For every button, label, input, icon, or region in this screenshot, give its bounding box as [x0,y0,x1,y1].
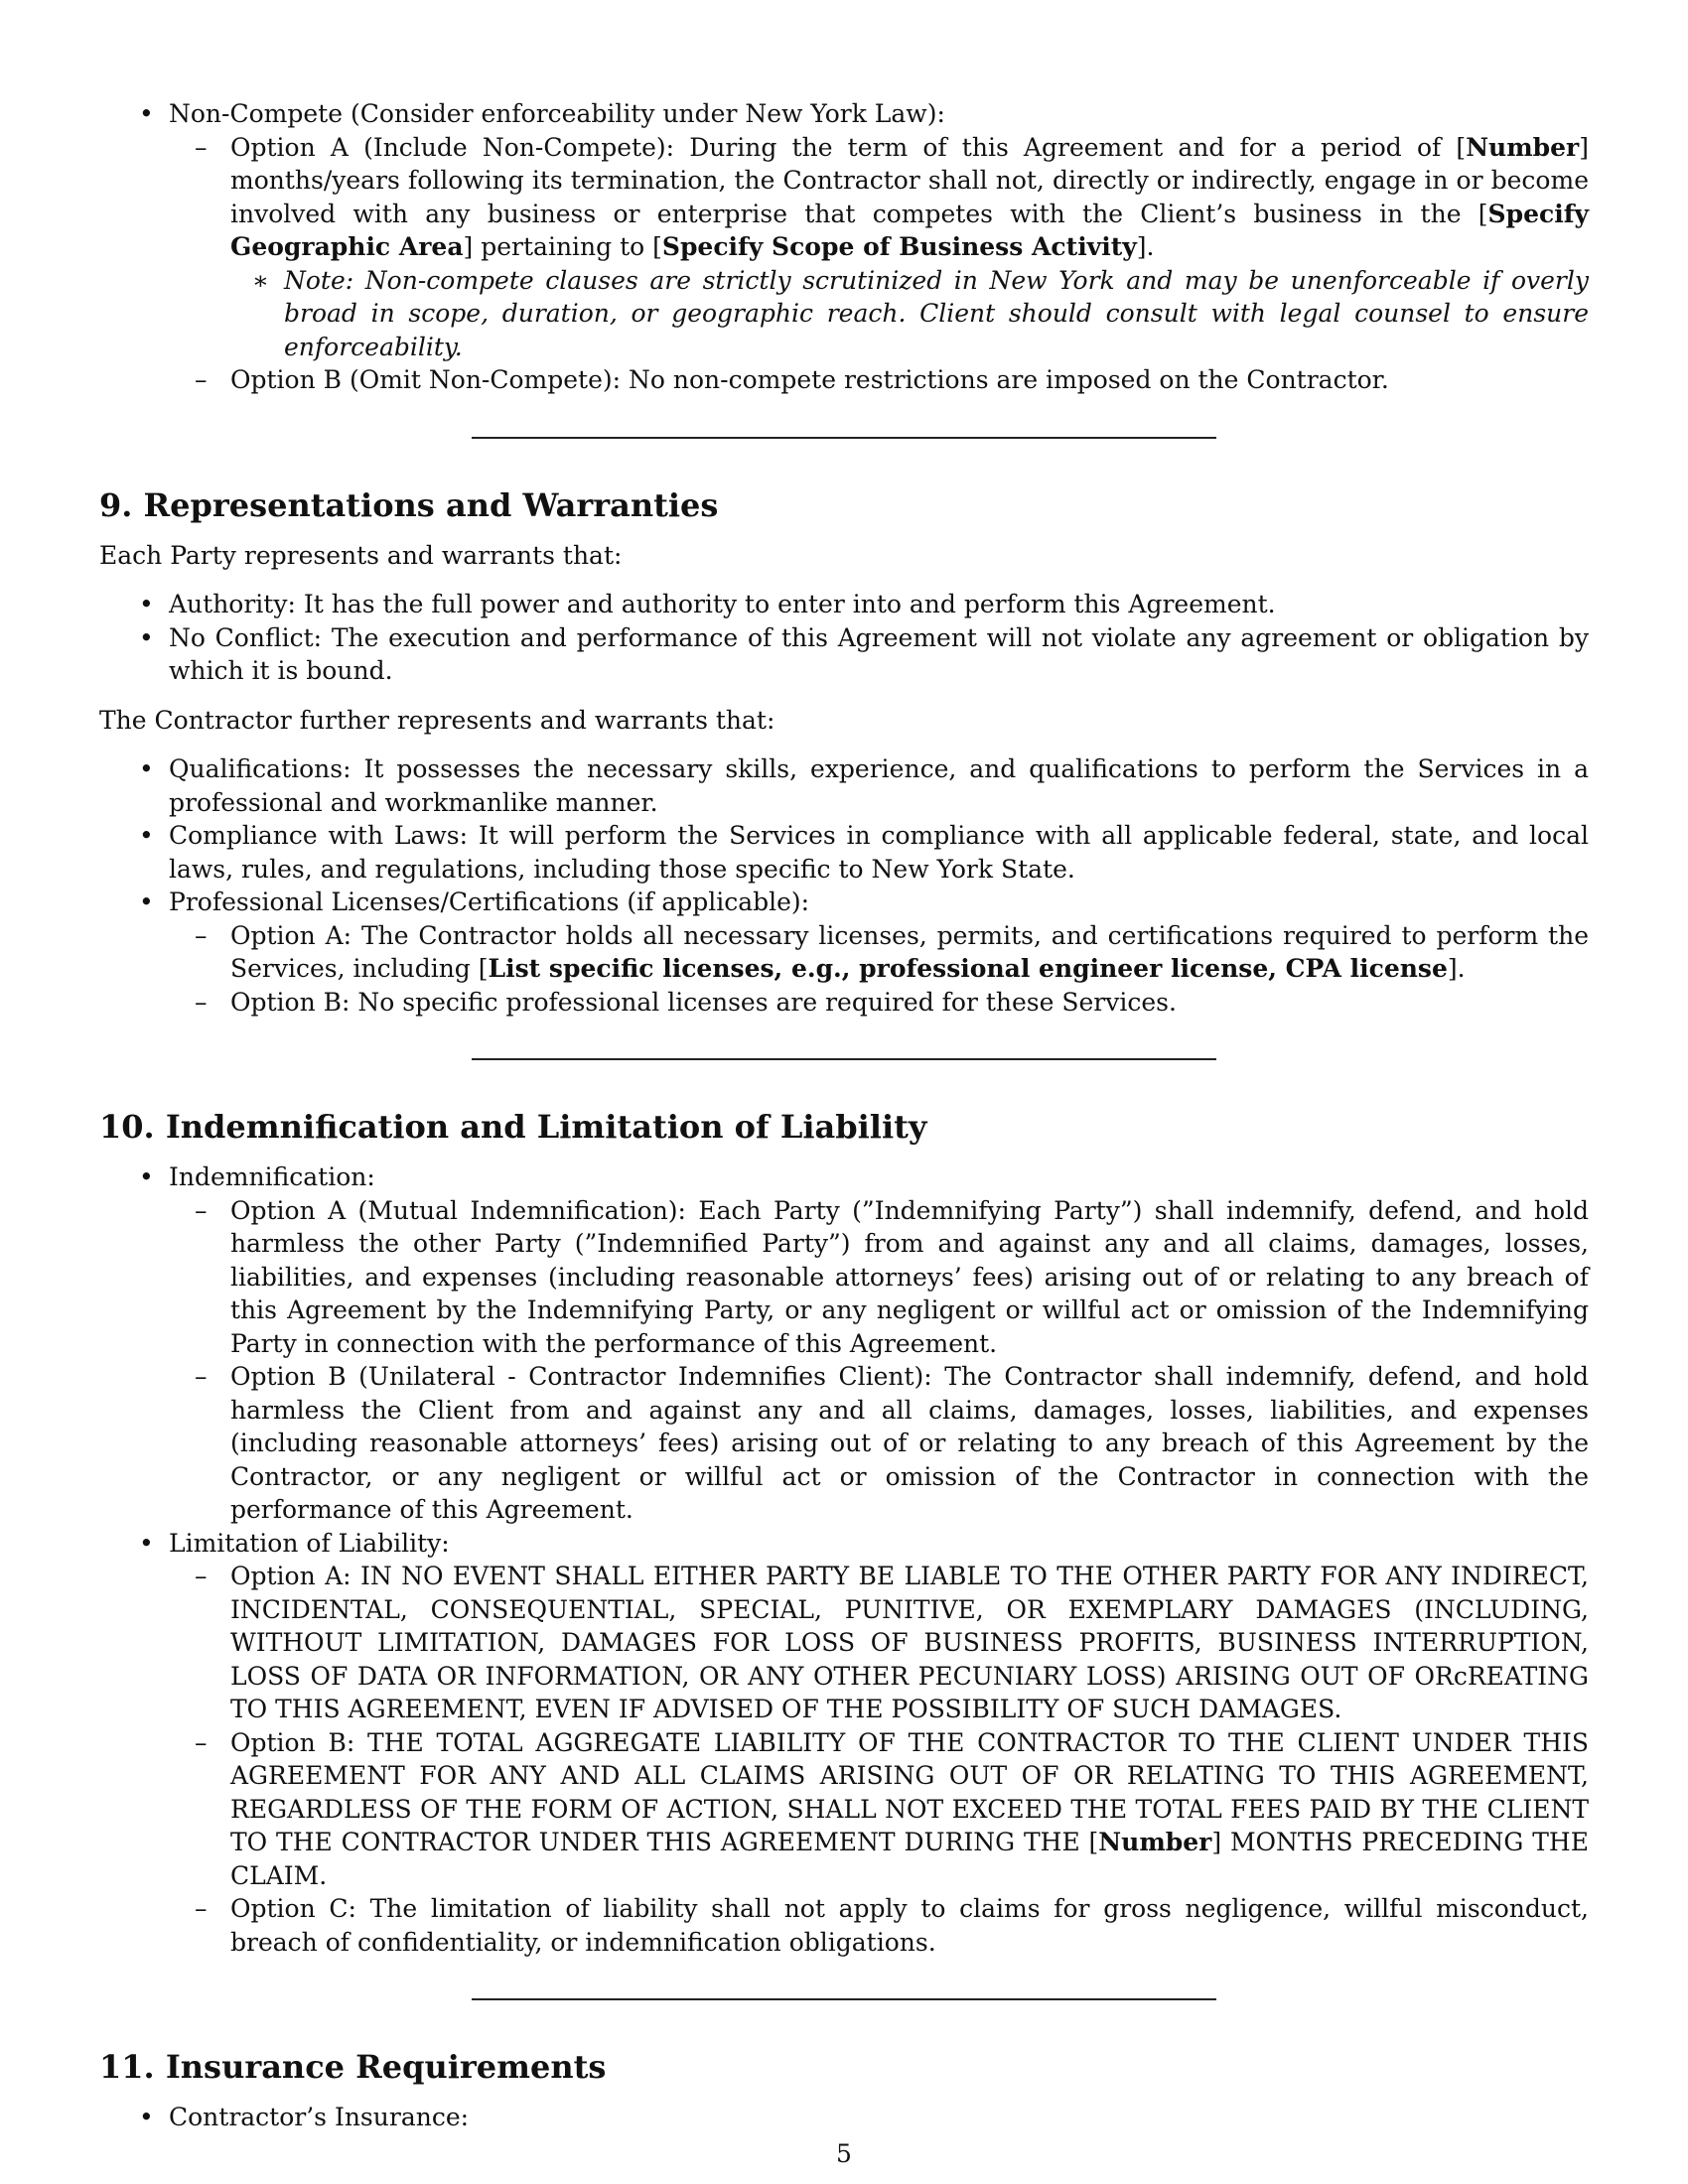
indemnification-label: Indemnification: [169,1162,375,1191]
section-9-list [99,588,1589,688]
section-10-heading: 10. Indemnification and Limitation of Liability [99,1108,927,1146]
option-a-text: ]. [1136,232,1155,261]
indemnification-option-b: – Option B (Unilateral - Contractor Indemnifies Client): The Contractor shall indemnify, defend, and hold harmless the Client from and against any and all claims, damages, losses, liabilities, and expenses (including reasonable attorneys’ fees) arising out of or relating to any breach of this Agreement by the Contractor, or any negligent or willful act or omission of the Contractor in connection with the performance of this Agreement. [169,1360,1589,1527]
licenses-item [99,886,1589,1019]
noncompete-item [99,97,1589,397]
option-a-text: Option A: The Contractor holds all necessary licenses, permits, and certifications required to perform the Services, including [ [230,920,1589,983]
licenses-label: Professional Licenses/Certifications (if applicable): [169,887,810,916]
section-10-list [99,1160,1589,1959]
limitation-item [99,1527,1589,1960]
section-divider [472,1058,1216,1060]
option-a-text: ]. [1447,954,1466,983]
licenses-option-a [169,919,1589,986]
indemnification-option-a: – Option A (Mutual Indemnification): Each Party (”Indemnifying Party”) shall indemnify, defend, and hold harmless the other Party (”Indemnified Party”) from and against any and all claims, damages, losses, liabilities, and expenses (including reasonable attorneys’ fees) arising out of or relating to any breach of this Agreement by the Indemnifying Party, or any negligent or willful act or omission of the Indemnifying Party in connection with the performance of this Agreement. [169,1194,1589,1361]
noncompete-list [99,97,1589,397]
option-a-text: Option A (Include Non-Compete): During the term of this Agreement and for a period of [ [230,132,1467,162]
noncompete-note-list [230,264,1589,364]
limitation-option-b [169,1726,1589,1893]
list-item: • Authority: It has the full power and authority to enter into and perform this Agreement. [99,588,1589,621]
section-9-intro-2: The Contractor further represents and warrants that: [99,705,775,735]
option-a-text: ] pertaining to [ [463,232,662,261]
section-9-intro: Each Party represents and warrants that: [99,540,623,570]
limitation-options [169,1560,1589,1959]
option-b-text: Option B: THE TOTAL AGGREGATE LIABILITY OF THE CONTRACTOR TO THE CLIENT UNDER THIS AGREEMENT FOR ANY AND ALL CLAIMS ARISING OUT OF OR RELATING TO THIS AGREEMENT, REGARDLESS OF THE FORM OF ACTION, SHALL NOT EXCEED THE TOTAL FEES PAID BY THE CLIENT TO THE CONTRACTOR UNDER THIS AGREEMENT DURING THE [ [230,1727,1589,1856]
list-item: • Compliance with Laws: It will perform the Services in compliance with all applicable federal, state, and local laws, rules, and regulations, including those specific to New York State. [99,819,1589,886]
document-page [99,97,1589,2134]
section-divider [472,437,1216,439]
indemnification-options [169,1194,1589,1527]
indemnification-item [99,1160,1589,1527]
licenses-option-b: – Option B: No specific professional licenses are required for these Services. [169,986,1589,1020]
noncompete-options [169,131,1589,397]
placeholder-licenses: List specific licenses, e.g., professional engineer license, CPA license [488,954,1448,983]
noncompete-option-a [169,131,1589,364]
placeholder-scope: Specify Scope of Business Activity [661,232,1137,261]
section-9-heading: 9. Representations and Warranties [99,485,719,524]
placeholder-geographic-area: Specify Geographic Area [230,199,1589,261]
section-11-list [99,2101,1589,2134]
limitation-option-a: – Option A: IN NO EVENT SHALL EITHER PARTY BE LIABLE TO THE OTHER PARTY FOR ANY INDIRECT, INCIDENTAL, CONSEQUENTIAL, SPECIAL, PUNITIVE, OR EXEMPLARY DAMAGES (INCLUDING, WITHOUT LIMITATION, DAMAGES FOR LOSS OF BUSINESS PROFITS, BUSINESS INTERRUPTION, LOSS OF DATA OR INFORMATION, OR ANY OTHER PECUNIARY LOSS) ARISING OUT OF ORcREATING TO THIS AGREEMENT, EVEN IF ADVISED OF THE POSSIBILITY OF SUCH DAMAGES. [169,1560,1589,1726]
limitation-option-c: – Option C: The limitation of liability shall not apply to claims for gross negligence, willful misconduct, breach of confidentiality, or indemnification obligations. [169,1892,1589,1959]
noncompete-label: Non-Compete (Consider enforceability under New York Law): [169,99,945,128]
list-item: • Qualifications: It possesses the necessary skills, experience, and qualifications to perform the Services in a professional and workmanlike manner. [99,752,1589,819]
section-9-list-2 [99,752,1589,1019]
placeholder-number: Number [1098,1828,1212,1856]
noncompete-option-b: – Option B (Omit Non-Compete): No non-compete restrictions are imposed on the Contractor. [169,363,1589,397]
page-number: 5 [836,2139,852,2168]
limitation-label: Limitation of Liability: [169,1528,450,1558]
section-11-heading: 11. Insurance Requirements [99,2048,607,2086]
list-item: • No Conflict: The execution and performance of this Agreement will not violate any agreement or obligation by which it is bound. [99,621,1589,688]
option-a-text: ] months/years following its termination, the Contractor shall not, directly or indirectly, engage in or become involved with any business or enterprise that competes with the Client’s business in the [ [230,132,1589,228]
section-divider [472,1998,1216,2000]
noncompete-note: ∗ Note: Non-compete clauses are strictly scrutinized in New York and may be unenforceable if overly broad in scope, duration, or geographic reach. Client should consult with legal counsel to ensure enforceability. [230,264,1589,364]
list-item: • Contractor’s Insurance: [99,2101,1589,2134]
placeholder-number: Number [1466,132,1580,162]
licenses-options [169,919,1589,1020]
option-b-text: ] MONTHS PRECEDING THE CLAIM. [230,1828,1589,1890]
